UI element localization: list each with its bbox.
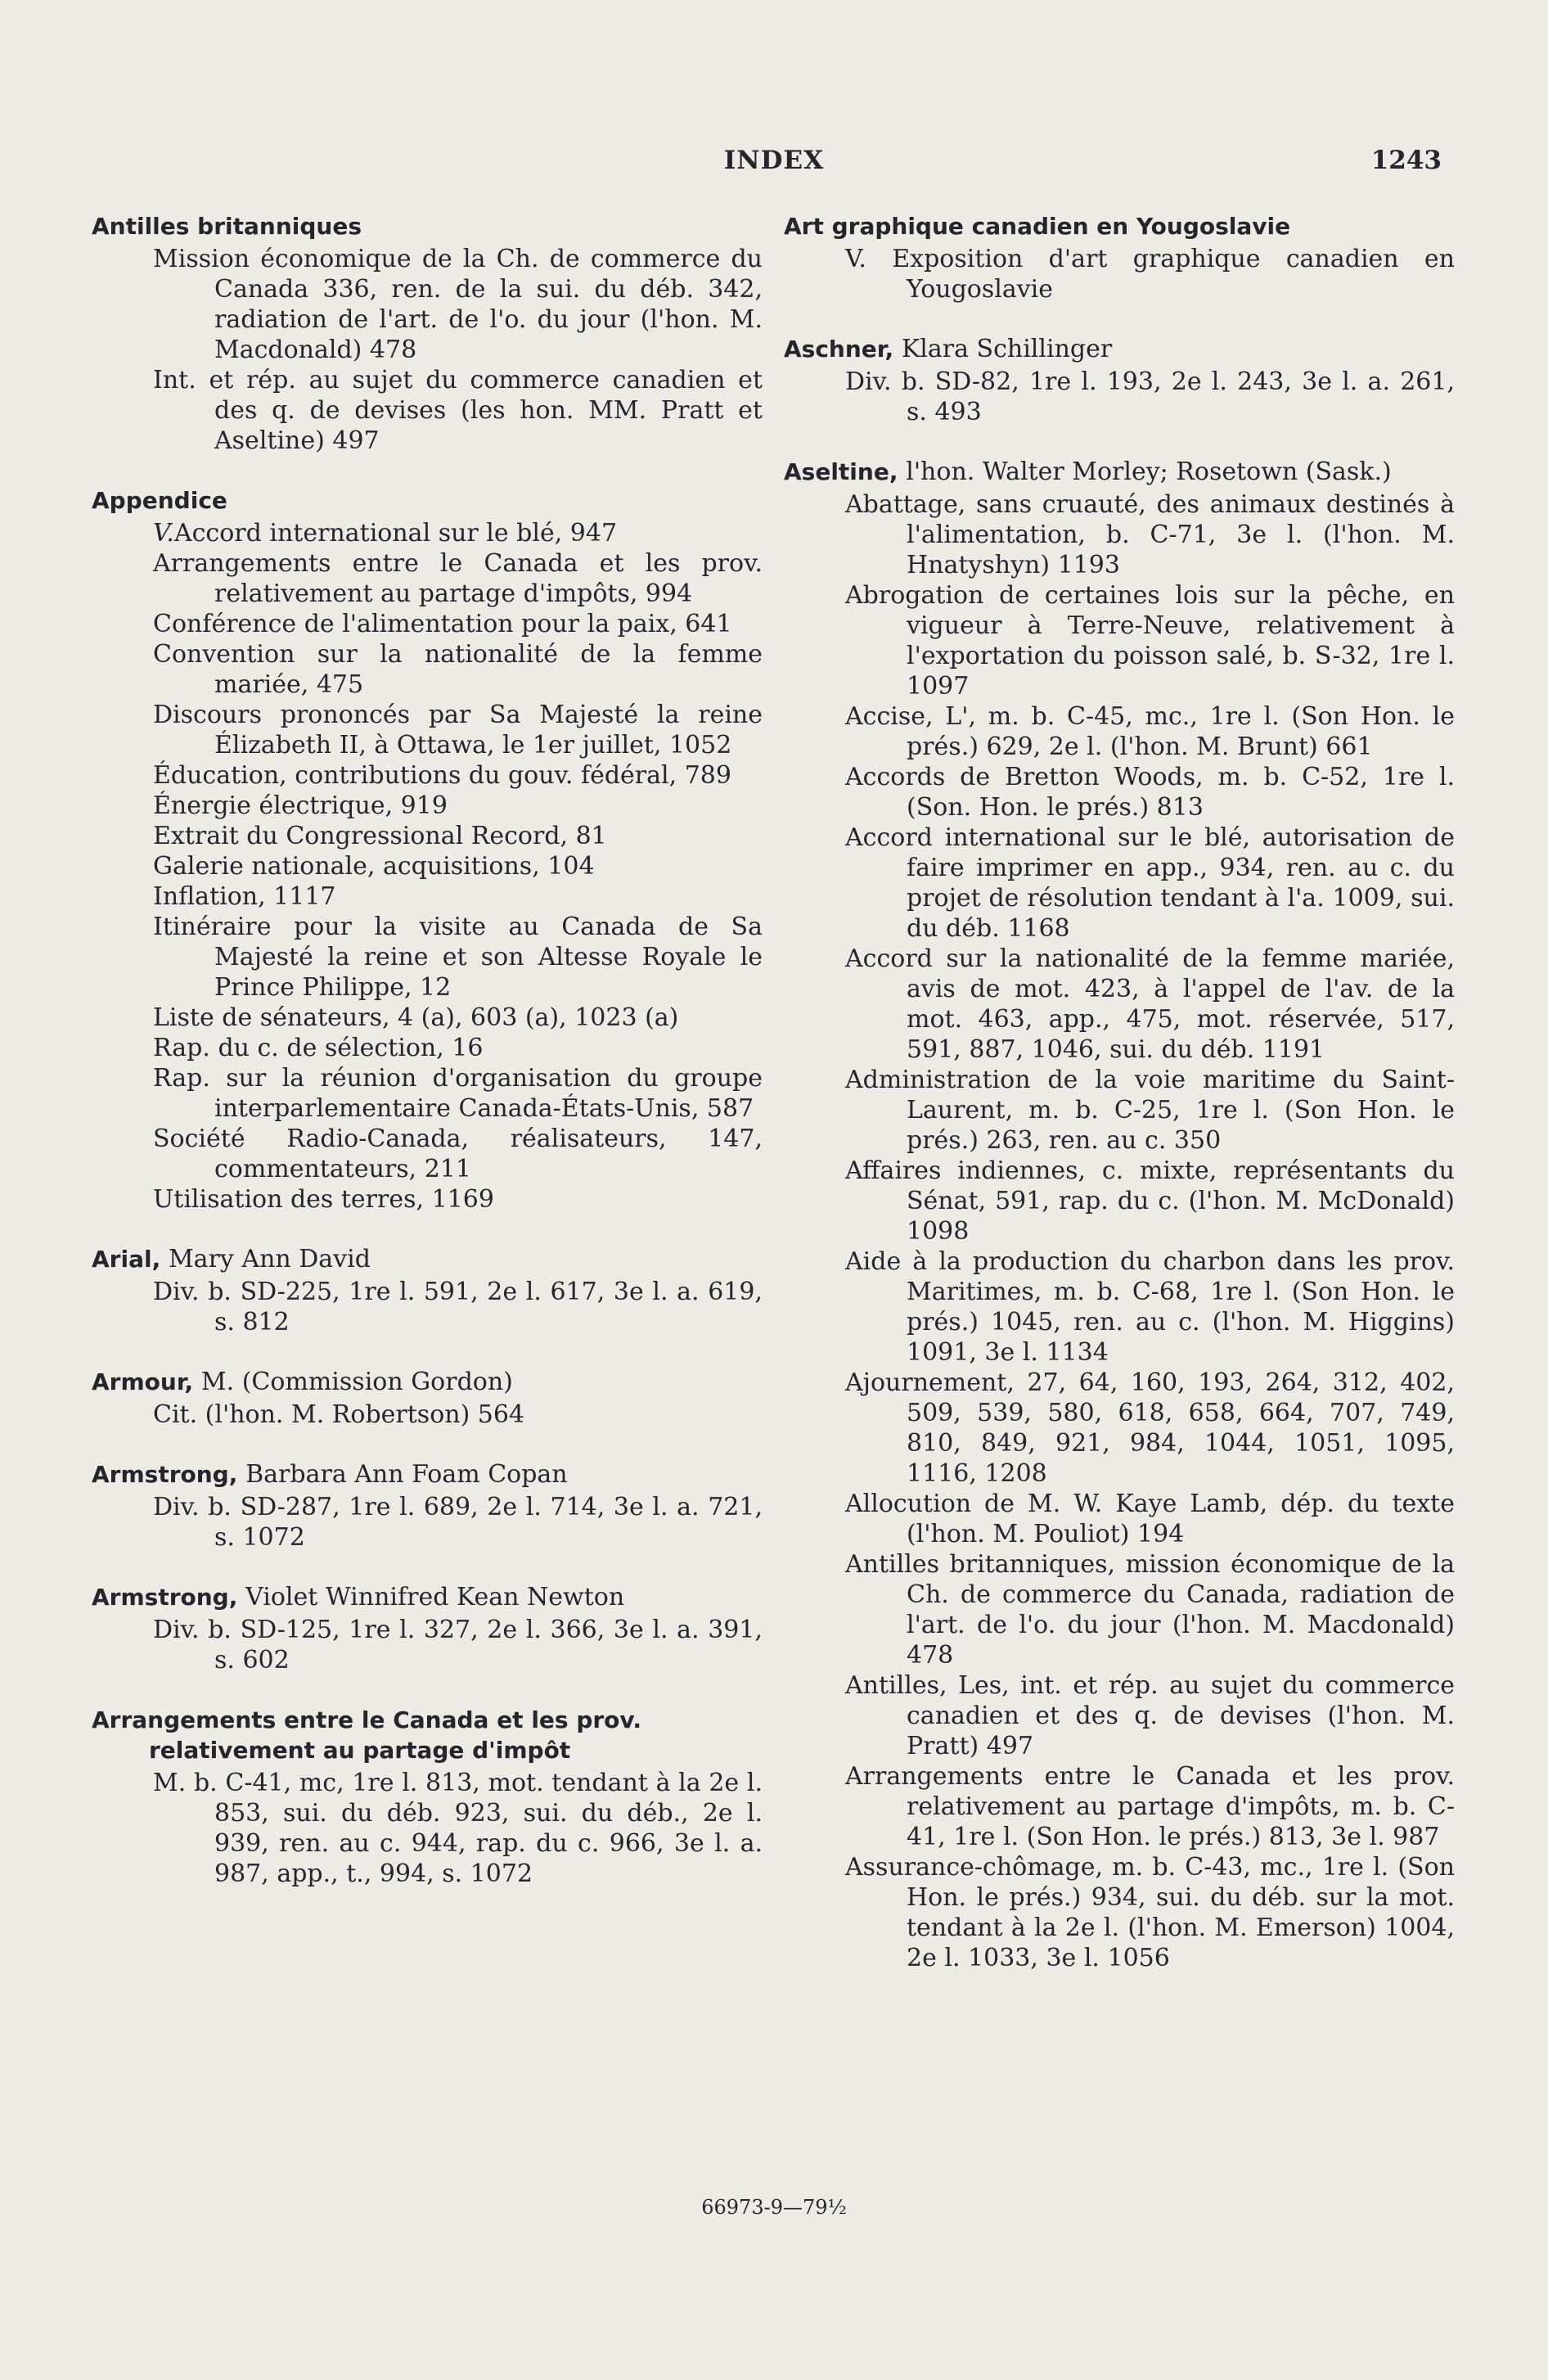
subentry — [92, 1063, 763, 1124]
subentry-text: Rap. sur la réunion d'organisation du groupe interparlementaire Canada-États-Unis, 587 — [153, 1064, 763, 1123]
entry-heading-bold: Arial, — [92, 1246, 161, 1273]
subentry — [92, 609, 763, 639]
subentry — [784, 367, 1455, 427]
printer-code: 66973-9—79½ — [701, 2196, 847, 2219]
see-reference: V. — [153, 519, 174, 548]
subentry-text: Convention sur la nationalité de la femme mariée, 475 — [153, 640, 763, 699]
entry-heading — [92, 1367, 763, 1397]
subentry-text: Int. et rép. au sujet du commerce canadien et des q. de devises (les hon. MM. Pratt et Aseltine) 497 — [153, 366, 763, 455]
subentry-text: Div. b. SD-225, 1re l. 591, 2e l. 617, 3e l. a. 619, s. 812 — [153, 1278, 763, 1336]
entry-heading-bold: Armstrong, — [92, 1461, 238, 1488]
subentry-text: Abrogation de certaines lois sur la pêche, en vigueur à Terre-Neuve, relativement à l'exportation du poisson salé, b. S-32, 1re l. 1097 — [845, 581, 1455, 701]
subentry — [784, 701, 1455, 762]
index-entry — [92, 211, 763, 456]
entry-heading-rest: Klara Schillinger — [901, 335, 1113, 363]
subentry — [92, 760, 763, 791]
index-entry — [92, 1705, 763, 1889]
index-entry — [784, 457, 1455, 1973]
subentry — [92, 912, 763, 1003]
subentry-text: Div. b. SD-287, 1re l. 689, 2e l. 714, 3e l. a. 721, s. 1072 — [153, 1493, 763, 1552]
subentry-text: Accords de Bretton Woods, m. b. C-52, 1re l. (Son. Hon. le prés.) 813 — [845, 763, 1455, 822]
entry-heading — [92, 1582, 763, 1612]
subentry-text: Antilles, Les, int. et rép. au sujet du commerce canadien et des q. de devises (l'hon. M. Pratt) 497 — [845, 1671, 1455, 1760]
subentry-text: Inflation, 1117 — [153, 882, 336, 911]
subentry-text: Liste de sénateurs, 4 (a), 603 (a), 1023 (a) — [153, 1003, 679, 1032]
entry-heading — [784, 334, 1455, 364]
subentry-text: M. b. C-41, mc, 1re l. 813, mot. tendant à la 2e l. 853, sui. du déb. 923, sui. du déb., 2e l. 939, ren. au c. 944, rap. du c. 966, 3e l. a. 987, app., t., 994, s. 1072 — [153, 1769, 763, 1888]
entry-heading-rest: l'hon. Walter Morley; Rosetown (Sask.) — [906, 458, 1392, 486]
left-column — [92, 211, 763, 1918]
entry-heading-bold: Appendice — [92, 487, 227, 514]
subentry-text: Aide à la production du charbon dans les prov. Maritimes, m. b. C-68, 1re l. (Son Hon. le prés.) 1045, ren. au c. (l'hon. M. Higgins) 1091, 3e l. 1134 — [845, 1247, 1455, 1367]
subentry — [92, 881, 763, 912]
subentry — [92, 365, 763, 456]
index-entry — [92, 1367, 763, 1430]
subentry — [92, 1184, 763, 1215]
subentry — [92, 1400, 763, 1430]
index-entry — [92, 1244, 763, 1337]
index-entry — [92, 485, 763, 1215]
subentry-text: Ajournement, 27, 64, 160, 193, 264, 312, 402, 509, 539, 580, 618, 658, 664, 707, 749, 810, 849, 921, 984, 1044, 1051, 1095, 1116, 1208 — [845, 1368, 1455, 1488]
subentry-text: Arrangements entre le Canada et les prov. relativement au partage d'impôts, 994 — [153, 549, 763, 608]
subentry-text: Discours prononcés par Sa Majesté la reine Élizabeth II, à Ottawa, le 1er juillet, 1052 — [153, 701, 763, 760]
subentry-text: Itinéraire pour la visite au Canada de Sa Majesté la reine et son Altesse Royale le Prince Philippe, 12 — [153, 913, 763, 1002]
entry-heading — [784, 211, 1455, 241]
subentry — [784, 944, 1455, 1065]
subentry — [92, 1615, 763, 1675]
subentry-text: Éducation, contributions du gouv. fédéral, 789 — [153, 761, 731, 790]
subentry — [784, 1156, 1455, 1246]
entry-heading-rest: Mary Ann David — [168, 1245, 371, 1273]
right-column — [784, 211, 1455, 2003]
subentry-text: Extrait du Congressional Record, 81 — [153, 822, 607, 850]
subentry-text: Accord sur la nationalité de la femme mariée, avis de mot. 423, à l'appel de l'av. de la mot. 463, app., 475, mot. réservée, 517, 591, 887, 1046, sui. du déb. 1191 — [845, 944, 1455, 1064]
subentry-text: V. Exposition d'art graphique canadien en Yougoslavie — [845, 245, 1455, 304]
subentry — [784, 1549, 1455, 1670]
subentry — [784, 762, 1455, 823]
entry-heading-bold: Armstrong, — [92, 1584, 238, 1611]
subentry — [92, 1124, 763, 1184]
subentry-text: Conférence de l'alimentation pour la paix, 641 — [153, 610, 732, 638]
subentry — [784, 1852, 1455, 1973]
subentry — [92, 1003, 763, 1033]
subentry — [784, 1670, 1455, 1761]
subentry — [92, 548, 763, 609]
entry-heading-bold: Antilles britanniques — [92, 213, 362, 240]
subentry — [784, 1761, 1455, 1852]
subentry-text: Antilles britanniques, mission économique de la Ch. de commerce du Canada, radiation de l'art. de l'o. du jour (l'hon. M. Macdonald) 478 — [845, 1550, 1455, 1670]
entry-heading-bold: Armour, — [92, 1368, 194, 1395]
entry-heading-bold: Aschner, — [784, 336, 894, 363]
subentry-text: Mission économique de la Ch. de commerce du Canada 336, ren. de la sui. du déb. 342, radiation de l'art. de l'o. du jour (l'hon. M. Macdonald) 478 — [153, 245, 763, 364]
entry-heading-bold: Arrangements entre le Canada et les prov. relativement au partage d'impôt — [92, 1706, 642, 1764]
entry-heading-rest: Violet Winnifred Kean Newton — [245, 1583, 625, 1611]
subentry-text: Accise, L', m. b. C-45, mc., 1re l. (Son Hon. le prés.) 629, 2e l. (l'hon. M. Brunt) 661 — [845, 702, 1455, 761]
subentry — [784, 1368, 1455, 1489]
subentry — [784, 823, 1455, 944]
subentry — [92, 1492, 763, 1553]
subentry-text: Div. b. SD-82, 1re l. 193, 2e l. 243, 3e l. a. 261, s. 493 — [845, 367, 1455, 426]
page-header — [0, 146, 1548, 185]
entry-heading-bold: Art graphique canadien en Yougoslavie — [784, 213, 1291, 240]
subentry — [92, 1768, 763, 1889]
subentry — [92, 1033, 763, 1063]
subentry-text: Rap. du c. de sélection, 16 — [153, 1034, 484, 1062]
subentry — [784, 1246, 1455, 1368]
entry-heading — [92, 1244, 763, 1274]
entry-heading — [92, 211, 763, 241]
entry-heading-rest: Barbara Ann Foam Copan — [245, 1460, 568, 1489]
entry-heading — [784, 457, 1455, 487]
subentry-text: Arrangements entre le Canada et les prov. relativement au partage d'impôts, m. b. C-41, 1re l. (Son Hon. le prés.) 813, 3e l. 987 — [845, 1762, 1455, 1851]
entry-heading — [92, 485, 763, 516]
page-number: 1243 — [1370, 146, 1442, 175]
subentry-text: Galerie nationale, acquisitions, 104 — [153, 852, 595, 881]
subentry — [784, 489, 1455, 580]
subentry — [92, 244, 763, 365]
subentry — [92, 700, 763, 760]
subentry-text: Assurance-chômage, m. b. C-43, mc., 1re l. (Son Hon. le prés.) 934, sui. du déb. sur la mot. tendant à la 2e l. (l'hon. M. Emerson) 1004, 2e l. 1033, 3e l. 1056 — [845, 1853, 1455, 1972]
subentry — [92, 821, 763, 851]
index-entry — [92, 1582, 763, 1675]
entry-heading-rest: M. (Commission Gordon) — [200, 1368, 513, 1396]
entry-heading — [92, 1459, 763, 1490]
subentry — [92, 518, 763, 548]
subentry — [92, 1277, 763, 1337]
entry-heading — [92, 1705, 763, 1765]
index-entry — [784, 211, 1455, 304]
subentry — [784, 244, 1455, 304]
index-entry — [784, 334, 1455, 427]
subentry — [784, 1065, 1455, 1156]
subentry-text: Abattage, sans cruauté, des animaux destinés à l'alimentation, b. C-71, 3e l. (l'hon. M. Hnatyshyn) 1193 — [845, 490, 1455, 579]
subentry-text: Allocution de M. W. Kaye Lamb, dép. du texte (l'hon. M. Pouliot) 194 — [845, 1490, 1455, 1548]
entry-heading-bold: Aseltine, — [784, 458, 898, 485]
subentry-text: Accord international sur le blé, autorisation de faire imprimer en app., 934, ren. au c. du projet de résolution tendant à l'a. 1009, sui. du déb. 1168 — [845, 823, 1455, 943]
subentry-text: Accord international sur le blé, 947 — [173, 519, 618, 548]
subentry-text: Administration de la voie maritime du Saint-Laurent, m. b. C-25, 1re l. (Son Hon. le prés.) 263, ren. au c. 350 — [845, 1066, 1455, 1155]
subentry — [92, 639, 763, 700]
subentry — [784, 1489, 1455, 1549]
subentry-text: Utilisation des terres, 1169 — [153, 1185, 494, 1214]
subentry-text: Cit. (l'hon. M. Robertson) 564 — [153, 1400, 525, 1429]
index-entry — [92, 1459, 763, 1553]
subentry — [784, 580, 1455, 701]
subentry-text: Énergie électrique, 919 — [153, 791, 448, 820]
subentry-text: Div. b. SD-125, 1re l. 327, 2e l. 366, 3e l. a. 391, s. 602 — [153, 1616, 763, 1675]
subentry-text: Affaires indiennes, c. mixte, représentants du Sénat, 591, rap. du c. (l'hon. M. McDonald) 1098 — [845, 1156, 1455, 1246]
subentry — [92, 791, 763, 821]
subentry — [92, 851, 763, 881]
running-title: INDEX — [723, 146, 825, 175]
subentry-text: Société Radio-Canada, réalisateurs, 147, commentateurs, 211 — [153, 1125, 763, 1183]
